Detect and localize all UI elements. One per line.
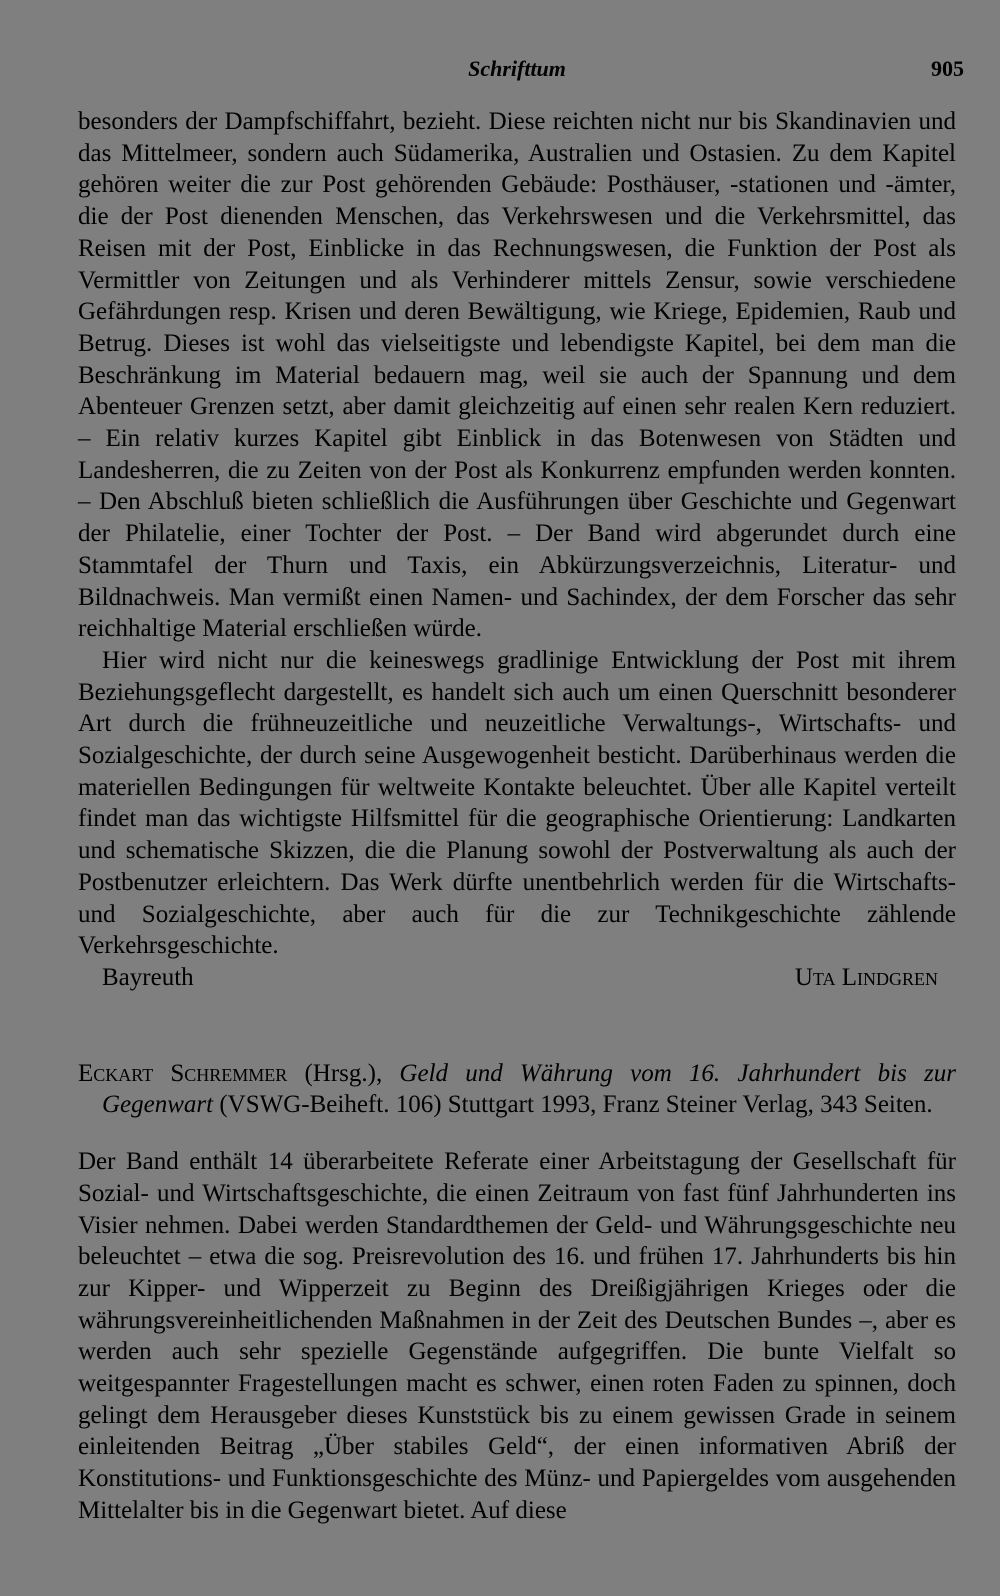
review1-paragraph-1: besonders der Dampfschiffahrt, bezieht. Diese reichten nicht nur bis Skandinavien und das Mittelmeer, sondern auch Südamerika, Australien und Ostasien. Zu dem Kapitel gehören weiter die zur Post gehörenden Gebäude: Posthäuser, -stationen und -ämter, die der Post dienenden Menschen, das Verkehrswesen und die Verkehrsmittel, das Reisen mit der Post, Einblicke in das Rechnungswesen, die Funktion der Post als Vermittler von Zeitungen und als Verhinderer mittels Zensur, sowie verschiedene Gefährdungen resp. Krisen und deren Bewältigung, wie Kriege, Epidemien, Raub und Betrug. Dieses ist wohl das vielseitigste und lebendigste Kapitel, bei dem man die Beschränkung im Material bedauern mag, weil sie auch der Spannung und dem Abenteuer Grenzen setzt, aber damit gleichzeitig auf einen sehr realen Kern reduziert. – Ein relativ kurzes Kapitel gibt Einblick in das Botenwesen von Städten und Landesherren, die zu Zeiten von der Post als Konkurrenz empfunden werden konnten. – Den Abschluß bieten schließlich die Ausführungen über Geschichte und Gegenwart der Philatelie, einer Tochter der Post. – Der Band wird abgerundet durch eine Stammtafel der Thurn und Taxis, ein Abkürzungsverzeichnis, Literatur- und Bildnachweis. Man vermißt einen Namen- und Sachindex, der dem Forscher das sehr reichhaltige Material erschließen würde.	[78, 108, 956, 643]
review2-editor-note: (Hrsg.),	[287, 1059, 400, 1087]
review2-bibliographic-entry	[78, 1058, 956, 1121]
running-head-title: Schrifttum	[468, 56, 566, 81]
review1-reviewer: Uta Lindgren	[794, 963, 938, 991]
book-page	[78, 50, 964, 1527]
review2-author: Eckart Schremmer	[78, 1059, 288, 1087]
review1-signature	[78, 962, 956, 994]
page-number: 905	[931, 56, 964, 81]
review2-paragraph-1: Der Band enthält 14 überarbeitete Referate einer Arbeitstagung der Gesellschaft für Sozial- und Wirtschaftsgeschichte, die einen Zeitraum von fast fünf Jahrhunderten ins Visier nehmen. Dabei werden Standardthemen der Geld- und Währungsgeschichte neu beleuchtet – etwa die sog. Preisrevolution des 16. und frühen 17. Jahrhunderts bis hin zur Kipper- und Wipperzeit zu Beginn des Dreißigjährigen Krieges oder die währungsvereinheitlichenden Maßnahmen in der Zeit des Deutschen Bundes –, aber es werden auch sehr spezielle Gegenstände aufgegriffen. Die bunte Vielfalt so weitgespannter Fragestellungen macht es schwer, einen roten Faden zu spinnen, doch gelingt dem Herausgeber dieses Kunststück bis zu einem gewissen Grade in seinem einleitenden Beitrag „Über stabiles Geld“, der einen informativen Abriß der Konstitutions- und Funktionsgeschichte des Münz- und Papiergeldes vom ausgehenden Mittelalter bis in die Gegenwart bietet. Auf diese	[78, 1148, 956, 1524]
review1-place: Bayreuth	[102, 963, 194, 991]
review1-paragraph-2: Hier wird nicht nur die keineswegs gradlinige Entwicklung der Post mit ihrem Beziehungsgeflecht dargestellt, es handelt sich auch um einen Querschnitt besonderer Art durch die frühneuzeitliche und neuzeitliche Verwaltungs-, Wirtschafts- und Sozialgeschichte, der durch seine Ausgewogenheit besticht. Darüberhinaus werden die materiellen Bedingungen für weltweite Kontakte beleuchtet. Über alle Kapitel verteilt findet man das wichtigste Hilfsmittel für die geographische Orientierung: Landkarten und schematische Skizzen, die die Planung sowohl der Postverwaltung als auch der Postbenutzer erleichtern. Das Werk dürfte unentbehrlich werden für die Wirtschafts- und Sozialgeschichte, aber auch für die zur Technikgeschichte zählende Verkehrsgeschichte.	[78, 646, 956, 960]
review2-book-title: Geld und Währung vom 16. Jahrhundert bis zur Gegenwart	[102, 1059, 956, 1119]
review2-publication: (VSWG-Beiheft. 106) Stuttgart 1993, Franz Steiner Verlag, 343 Seiten.	[213, 1091, 933, 1119]
running-head	[78, 50, 964, 90]
